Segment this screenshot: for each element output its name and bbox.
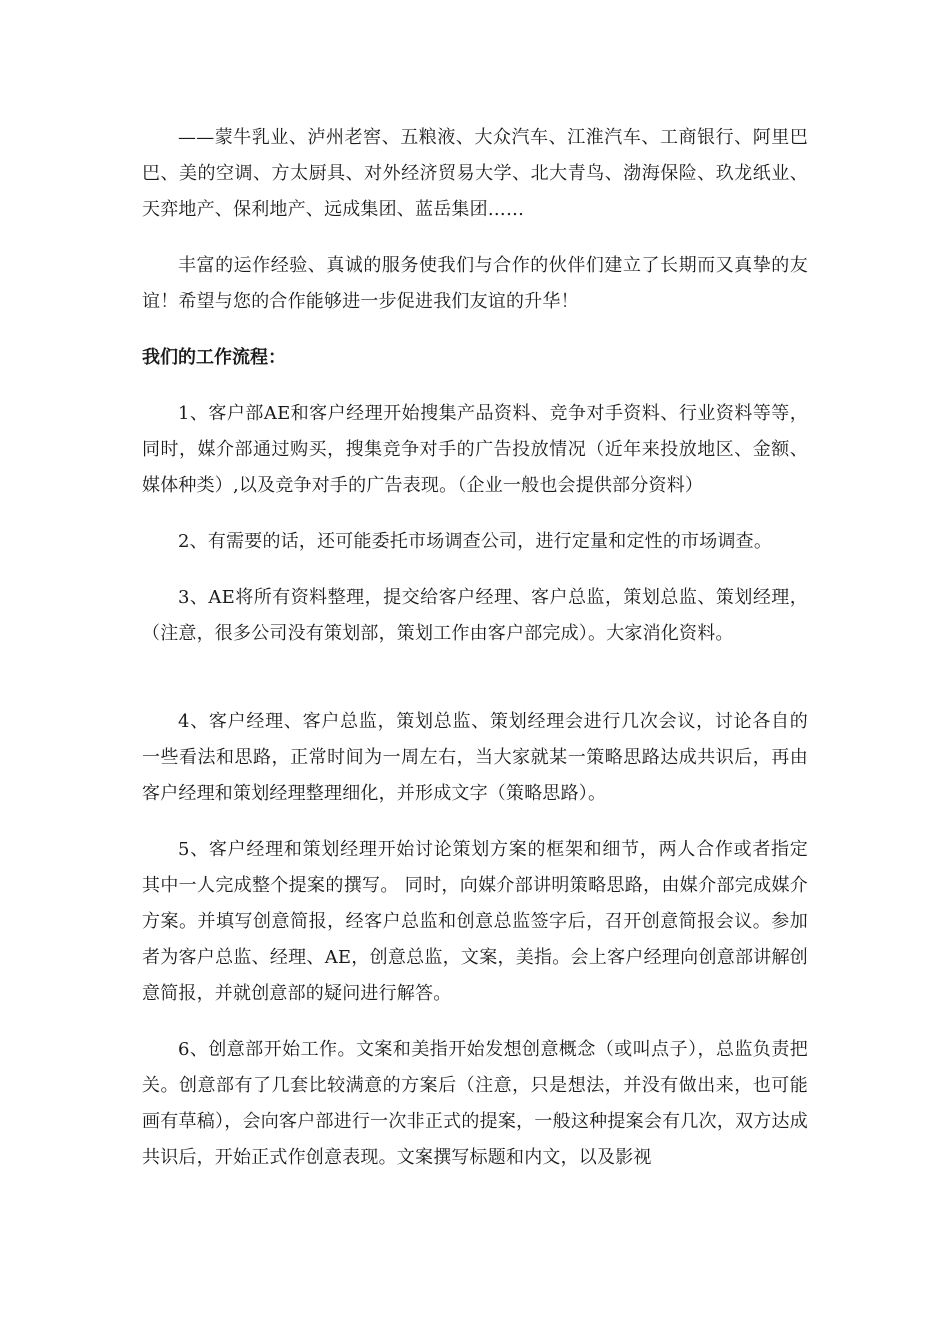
spacer — [142, 376, 808, 396]
workflow-step-5: 5、客户经理和策划经理开始讨论策划方案的框架和细节，两人合作或者指定其中一人完成整个提案的撰写。 同时，向媒介部讲明策略思路，由媒介部完成媒介方案。并填写创意简报，经客户总监和创意总监签字后，召开创意简报会议。参加者为客户总监、经理、AE，创意总监，文案，美指。会上客户经理向创意部讲解创意简报，并就创意部的疑问进行解答。 — [142, 839, 808, 1004]
workflow-heading: 我们的工作流程： — [142, 347, 286, 368]
document-page — [142, 120, 808, 1176]
workflow-step-1: 1、客户部AE和客户经理开始搜集产品资料、竞争对手资料、行业资料等等，同时，媒介部通过购买，搜集竞争对手的广告投放情况（近年来投放地区、金额、媒体种类）,以及竞争对手的广告表现。（企业一般也会提供部分资料） — [142, 403, 808, 496]
workflow-step-6: 6、创意部开始工作。文案和美指开始发想创意概念（或叫点子），总监负责把关。创意部有了几套比较满意的方案后（注意，只是想法，并没有做出来，也可能画有草稿），会向客户部进行一次非正式的提案，一般这种提案会有几次，双方达成共识后，开始正式作创意表现。文案撰写标题和内文，以及影视 — [142, 1039, 808, 1168]
spacer — [142, 560, 808, 580]
spacer — [142, 652, 808, 704]
workflow-step-4: 4、客户经理、客户总监，策划总监、策划经理会进行几次会议，讨论各自的一些看法和思路，正常时间为一周左右，当大家就某一策略思路达成共识后，再由客户经理和策划经理整理细化，并形成文字（策略思路）。 — [142, 711, 808, 804]
spacer — [142, 228, 808, 248]
spacer — [142, 1012, 808, 1032]
workflow-step-3: 3、AE将所有资料整理，提交给客户经理、客户总监，策划总监、策划经理，（注意，很多公司没有策划部，策划工作由客户部完成）。大家消化资料。 — [142, 587, 808, 644]
spacer — [142, 320, 808, 340]
spacer — [142, 504, 808, 524]
clients-list-paragraph: ——蒙牛乳业、泸州老窖、五粮液、大众汽车、江淮汽车、工商银行、阿里巴巴、美的空调、方太厨具、对外经济贸易大学、北大青鸟、渤海保险、玖龙纸业、天弈地产、保利地产、远成集团、蓝岳集团…… — [142, 127, 808, 220]
workflow-step-2: 2、有需要的话，还可能委托市场调查公司，进行定量和定性的市场调查。 — [178, 531, 773, 552]
friendship-paragraph: 丰富的运作经验、真诚的服务使我们与合作的伙伴们建立了长期而又真挚的友谊！希望与您的合作能够进一步促进我们友谊的升华！ — [142, 255, 808, 312]
spacer — [142, 812, 808, 832]
